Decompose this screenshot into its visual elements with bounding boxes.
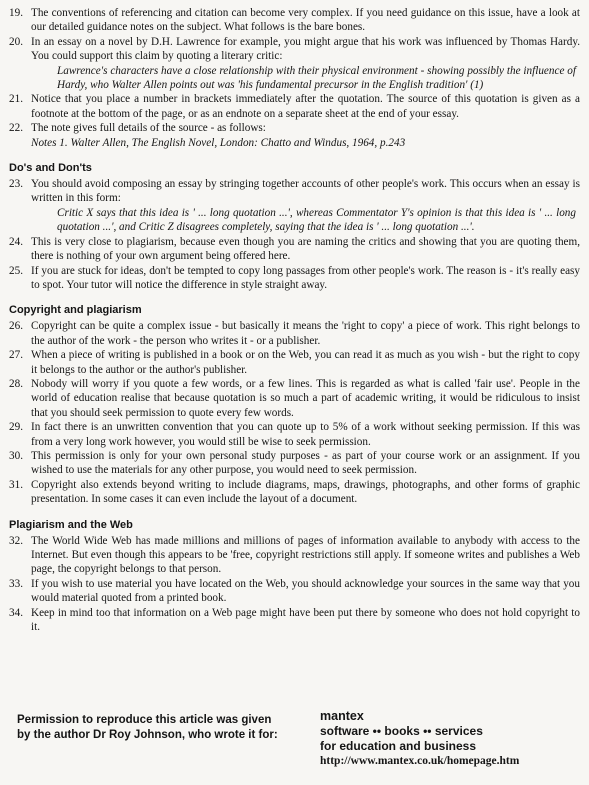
section-heading-dos-donts: Do's and Don'ts	[9, 162, 92, 175]
paragraph-30	[9, 449, 580, 478]
paragraph-28	[9, 377, 580, 420]
item-number: 34.	[9, 606, 23, 619]
item-text: The conventions of referencing and citation can become very complex. If you need guidance on this issue, have a look at our detailed guidance notes on the subject. What follows is the bare bones.	[31, 7, 580, 34]
paragraph-32	[9, 534, 580, 577]
paragraph-22	[9, 121, 580, 150]
item-number: 19.	[9, 7, 23, 19]
example-quotation: Critic X says that this idea is ' ... long quotation ...', whereas Commentator Y's opinion is that this idea is ' ... long quotation ...', and Critic Z disagrees completely, saying that the idea is ' ... long quotation ...'.	[57, 206, 576, 234]
item-text: Nobody will worry if you quote a few words, or a few lines. This is regarded as what is called 'fair use'. People in the world of education realise that because quotation is so much a part of academic writing, it would be ridiculous to insist that you should seek permission to quote every few words.	[31, 377, 580, 419]
publisher-tagline-2: for education and business	[320, 739, 477, 753]
paragraph-31	[9, 478, 580, 507]
item-text: In an essay on a novel by D.H. Lawrence for example, you might argue that his work was influenced by Thomas Hardy. You could support this claim by quoting a literary critic:	[31, 35, 580, 63]
paragraph-21	[9, 92, 580, 121]
item-number: 24.	[9, 235, 23, 248]
paragraph-23	[9, 177, 580, 235]
item-text: This permission is only for your own personal study purposes - as part of your course work or an assignment. If you wished to use the materials for any other purpose, you would need to seek permission.	[31, 449, 580, 477]
paragraph-24	[9, 235, 580, 264]
item-text: The World Wide Web has made millions and millions of pages of information available to anybody with access to the Internet. But even though this appears to be 'free, copyright restrictions still apply. If someone writes and publishes a Web page, the copyright belongs to that person.	[31, 534, 580, 576]
permission-line-1: Permission to reproduce this article was given	[17, 714, 272, 726]
paragraph-19	[9, 6, 580, 35]
item-number: 33.	[9, 577, 23, 590]
item-number: 30.	[9, 449, 23, 462]
critic-quotation: Lawrence's characters have a close relationship with their physical environment - showing possibly the influence of Hardy, who Walter Allen points out was 'his fundamental precursor in the English tradition' (1)	[57, 64, 576, 92]
footnote-example: Notes 1. Walter Allen, The English Novel, London: Chatto and Windus, 1964, p.243	[31, 136, 406, 149]
item-number: 20.	[9, 35, 23, 48]
item-number: 22.	[9, 122, 23, 135]
paragraph-29	[9, 420, 580, 449]
item-number: 21.	[9, 93, 23, 106]
paragraph-33	[9, 577, 580, 606]
item-number: 29.	[9, 421, 23, 434]
paragraph-20	[9, 35, 580, 93]
permission-line-2: by the author Dr Roy Johnson, who wrote it for:	[17, 729, 278, 741]
permission-notice	[17, 713, 278, 743]
item-text: You should avoid composing an essay by stringing together accounts of other people's work. This occurs when an essay is written in this form:	[31, 178, 580, 205]
item-text: When a piece of writing is published in a book or on the Web, you can read it as much as you wish - but the right to copy it belongs to the author or the author's publisher.	[31, 349, 580, 376]
item-number: 26.	[9, 320, 23, 333]
publisher-tagline: software •• books •• services	[320, 724, 483, 738]
item-text: Copyright also extends beyond writing to include diagrams, maps, drawings, photographs, and other forms of graphic presentation. In some cases it can even include the layout of a document.	[31, 478, 580, 506]
publisher-block	[320, 709, 519, 769]
item-number: 25.	[9, 264, 23, 277]
item-text: Keep in mind too that information on a Web page might have been put there by someone who does not hold copyright to it.	[31, 606, 580, 634]
paragraph-26	[9, 319, 580, 348]
item-text: If you wish to use material you have located on the Web, you should acknowledge your sources in the same way that you would material quoted from a printed book.	[31, 577, 580, 605]
item-number: 27.	[9, 349, 23, 362]
paragraph-25	[9, 264, 580, 293]
item-number: 23.	[9, 178, 23, 191]
publisher-url: http://www.mantex.co.uk/homepage.htm	[320, 755, 520, 767]
item-text: If you are stuck for ideas, don't be tempted to copy long passages from other people's work. The reason is - it's really easy to spot. Your tutor will notice the difference in style straight away.	[31, 264, 580, 291]
section-heading-copyright: Copyright and plagiarism	[9, 304, 142, 317]
publisher-name: mantex	[320, 709, 364, 723]
item-number: 32.	[9, 534, 23, 547]
paragraph-34	[9, 606, 580, 635]
item-text: Notice that you place a number in brackets immediately after the quotation. The source of this quotation is given as a footnote at the bottom of the page, or as an endnote on a separate sheet at the end of your essay.	[31, 93, 580, 120]
item-text: In fact there is an unwritten convention that you can quote up to 5% of a work without seeking permission. If this was from a very long work however, you would still be wise to seek permission.	[31, 421, 580, 448]
section-heading-plagiarism-web: Plagiarism and the Web	[9, 518, 133, 531]
item-text: Copyright can be quite a complex issue - but basically it means the 'right to copy' a piece of work. This right belongs to the author of the work - the person who writes it - or a publisher.	[31, 320, 580, 347]
item-text: The note gives full details of the source - as follows:	[31, 122, 266, 135]
item-number: 28.	[9, 377, 23, 390]
paragraph-27	[9, 348, 580, 377]
item-text: This is very close to plagiarism, because even though you are naming the critics and showing that you are quoting them, there is nothing of your own argument being offered here.	[31, 235, 580, 263]
item-number: 31.	[9, 478, 23, 491]
